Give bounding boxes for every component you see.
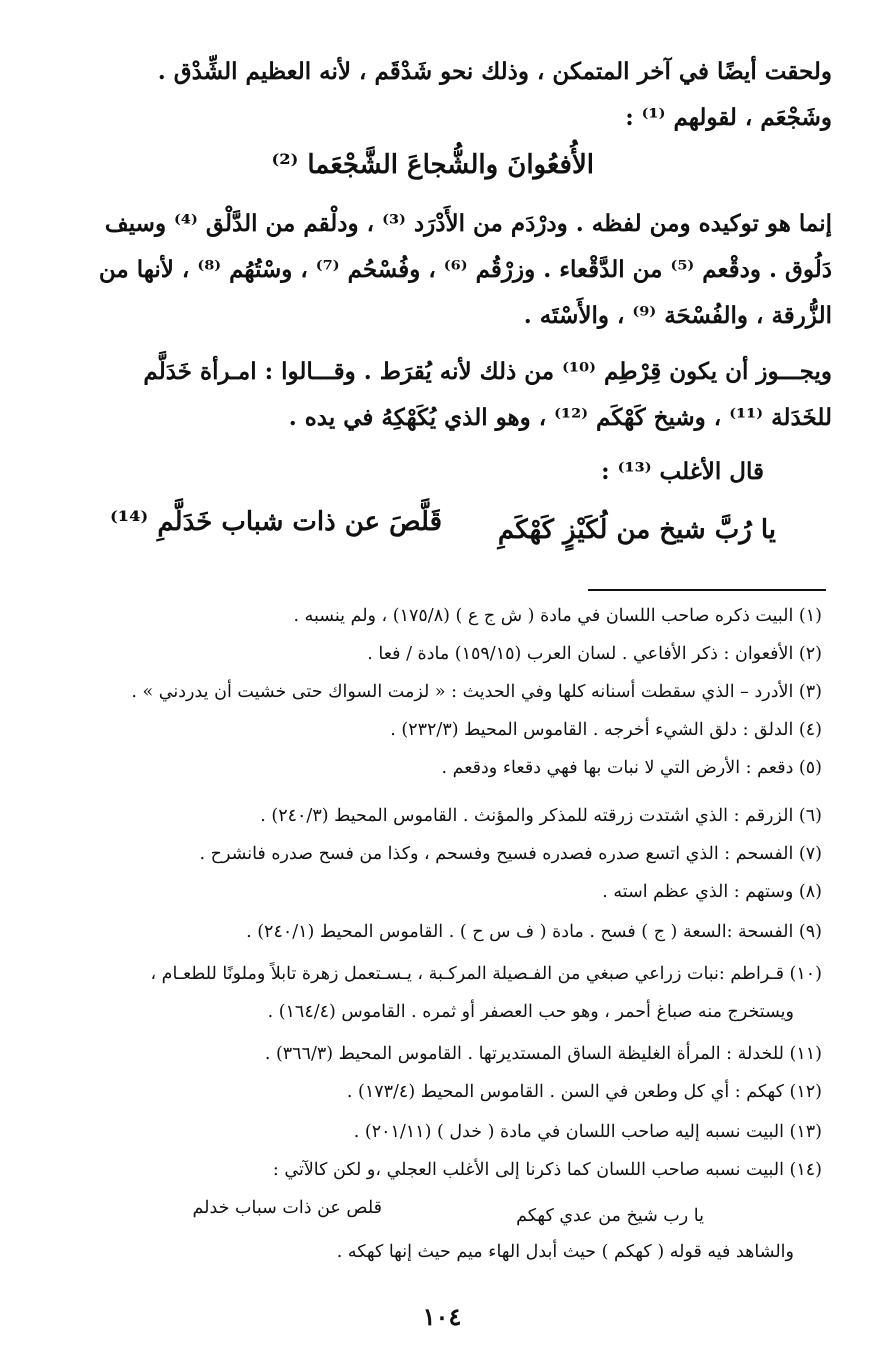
body-line-6: ويجـــوز أن يكون قِرْطِم ⁽¹⁰⁾ من ذلك لأنه يُقرَط . وقـــالوا : امـرأة خَدَلَّم xyxy=(143,358,832,385)
body-line-2: وشَجْعَم ، لقولهم ⁽¹⁾ : xyxy=(625,104,832,131)
body-line-4: دَلُوق . ودقْعم ⁽⁵⁾ من الدَّقْعاء . وزرْقُم ⁽⁶⁾ ، وفُسْحُم ⁽⁷⁾ ، وسْتُهُم ⁽⁸⁾ ، لأنها من xyxy=(98,256,832,283)
footnote-14-verse-first-hemistich: يا رب شيخ من عدي كهكم xyxy=(516,1206,704,1226)
footnote-14-continued: والشاهد فيه قوله ( كهكم ) حيث أبدل الهاء ميم حيث إنها كهكه . xyxy=(336,1242,794,1262)
footnote-14: (١٤) البيت نسبه صاحب اللسان كما ذكرنا إلى الأغلب العجلي ،و لكن كالآتي : xyxy=(272,1160,822,1180)
footnote-10-continued: ويستخرج منه صباغ أحمر ، وهو حب العصفر أو ثمره . القاموس (١٦٤/٤) . xyxy=(267,1002,794,1022)
verse-2-second-hemistich: قَلَّصَ عن ذات شباب خَدَلَّمِ ⁽¹⁴⁾ xyxy=(110,507,442,537)
footnote-4: (٤) الدلق : دلق الشيء أخرجه . القاموس المحيط (٢٣٢/٣) . xyxy=(390,720,822,740)
footnote-2: (٢) الأفعوان : ذكر الأفاعي . لسان العرب (١٥٩/١٥) مادة / فعا . xyxy=(367,644,822,664)
footnote-9: (٩) الفسحة :السعة ( ج ) فسح . مادة ( ف س ح ) . القاموس المحيط (٢٤٠/١) . xyxy=(246,922,822,942)
body-line-1: ولحقت أيضًا في آخر المتمكن ، وذلك نحو شَدْقَم ، لأنه العظيم الشِّدْق . xyxy=(157,58,832,85)
footnote-11: (١١) للخدلة : المرأة الغليظة الساق المستديرتها . القاموس المحيط (٣٦٦/٣) . xyxy=(264,1044,822,1064)
verse-1: الأُفعُوانَ والشُّجاعَ الشَّجْعَما ⁽²⁾ xyxy=(271,150,594,180)
footnote-8: (٨) وستهم : الذي عظم استه . xyxy=(602,882,822,902)
footnote-14-verse-second-hemistich: قلص عن ذات سباب خدلم xyxy=(192,1198,382,1218)
footnote-12: (١٢) كهكم : أي كل وطعن في السن . القاموس المحيط (١٧٣/٤) . xyxy=(346,1082,822,1102)
footnote-separator xyxy=(588,589,826,591)
footnote-10: (١٠) قـراطم :نبات زراعي صبغي من الفـصيلة المركـبة ، يـسـتعمل زهرة تابلاً وملونًا للطعـام ، xyxy=(150,964,822,984)
footnote-7: (٧) الفسحم : الذي اتسع صدره فصدره فسيح وفسحم ، وكذا من فسح صدره فانشرح . xyxy=(199,844,822,864)
footnote-3: (٣) الأدرد – الذي سقطت أسنانه كلها وفي الحديث : « لزمت السواك حتى خشيت أن يدردني » . xyxy=(131,682,822,702)
footnote-13: (١٣) البيت نسبه إليه صاحب اللسان في مادة ( خدل ) (٢٠١/١١) . xyxy=(353,1122,822,1142)
verse-2-first-hemistich: يا رُبَّ شيخ من لُكَيْزٍ كَهْكَمِ xyxy=(497,515,776,545)
page-number: ١٠٤ xyxy=(422,1302,462,1331)
footnote-1: (١) البيت ذكره صاحب اللسان في مادة ( ش ج ع ) (١٧٥/٨) ، ولم ينسبه . xyxy=(293,606,822,626)
body-line-8: قال الأغلب ⁽¹³⁾ : xyxy=(601,458,764,485)
body-line-7: للخَدَلة ⁽¹¹⁾ ، وشيخ كَهْكَم ⁽¹²⁾ ، وهو الذي يُكَهْكِهُ في يده . xyxy=(288,404,832,431)
footnote-5: (٥) دقعم : الأرض التي لا نبات بها فهي دقعاء ودقعم . xyxy=(441,758,822,778)
body-line-3: إنما هو توكيده ومن لفظه . ودرْدَم من الأَدْرَد ⁽³⁾ ، ودلْقم من الدَّلْق ⁽⁴⁾ وسيف xyxy=(104,210,832,237)
body-line-5: الزُّرقة ، والفُسْحَة ⁽⁹⁾ ، والأَسْتَه . xyxy=(523,302,832,329)
footnote-6: (٦) الزرقم : الذي اشتدت زرقته للمذكر والمؤنث . القاموس المحيط (٢٤٠/٣) . xyxy=(260,806,822,826)
